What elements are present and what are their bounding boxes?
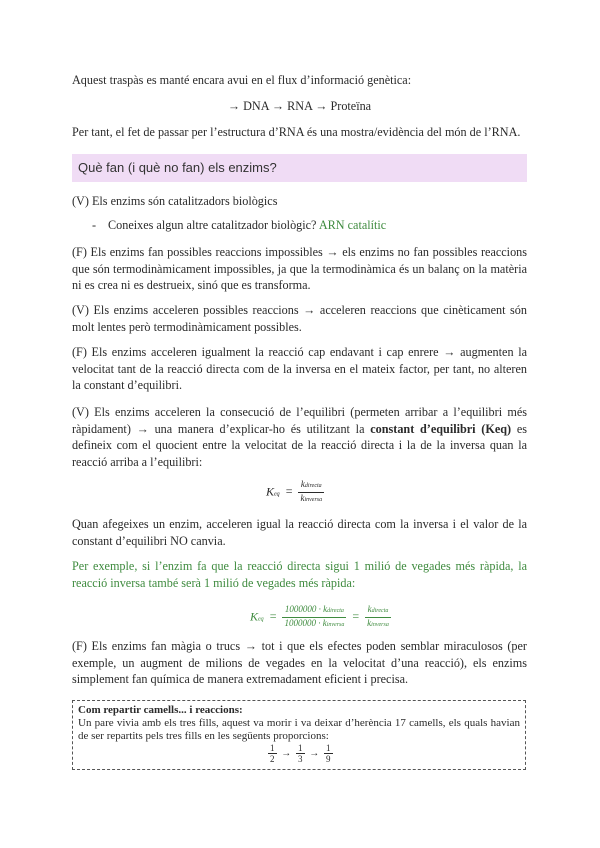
proportion-ninth: $\frac{1}{9}$ (326, 743, 331, 764)
paragraph-rna-world: Per tant, el fet de passar per l’estructura d’RNA és una mostra/evidència del món de l’RNA. (72, 125, 521, 139)
statement-v3-part2: es defineix com el quocient entre la velocitat de la reacció directa i la de la inversa quan la reacció arriba a l’equilibri: (72, 421, 528, 469)
arrow-icon: → (309, 748, 320, 759)
camels-box-title: Com repartir camells... i reaccions: (78, 704, 243, 716)
equation-example-fraction-1: $\frac{\text{1000000 · kdirecta}}{\text{1000000 · kinversa}}$ (284, 604, 345, 628)
paragraph-intro: Aquest traspàs es manté encara avui en el flux d’informació genètica: (72, 73, 412, 87)
bullet-dash: - (92, 218, 97, 232)
statement-f3: (F) Els enzims fan màgia o trucs → tot i que els efectes poden semblar miraculosos (per exemple, un augment de milions de vegades en la velocitat d’una reacció), els enzims simplement fan química de manera extremadament eficient i precisa. (72, 639, 527, 686)
arrow-icon: → (281, 748, 292, 759)
bullet-item (108, 218, 386, 233)
statement-f1: (F) Els enzims fan possibles reaccions impossibles → els enzims no fan possibles reaccions que són termodinàmicament impossibles, ja que la termodinàmica és un balanç on la matèria ni es crea ni es destrueix, sinó que es transforma. (72, 245, 527, 292)
paragraph-example: Per exemple, si l’enzim fa que la reacció directa sigui 1 milió de vegades més ràpida, la reacció inversa també serà 1 milió de vegades més ràpida: (72, 559, 527, 590)
equation-example: Keq = $\frac{\text{1000000 · kdirecta}}{\text{1000000 · kinversa}}$ = $\frac{\text{kdirecta}}{\text{kinversa}}$ (250, 604, 391, 631)
statement-v3 (72, 404, 527, 470)
equation-keq: Keq = $\frac{\text{kdirecta}}{\text{kinversa}}$ (266, 479, 324, 506)
proportion-third: $\frac{1}{3}$ (298, 743, 303, 764)
statement-v1: (V) Els enzims són catalitzadors biològics (72, 194, 278, 208)
equation-keq-fraction: $\frac{\text{kdirecta}}{\text{kinversa}}$ (300, 479, 323, 503)
statement-v3-part1: (V) Els enzims acceleren la consecució de l’equilibri (permeten arribar a l’equilibri més ràpidament) → una manera d’explicar-ho és utilitzant la (72, 405, 527, 436)
proportion-half: $\frac{1}{2}$ (270, 743, 275, 764)
equation-example-fraction-2: $\frac{\text{kdirecta}}{\text{kinversa}}$ (367, 604, 389, 628)
statement-v3-bold: constant d’equilibri (Keq) (370, 421, 512, 436)
camels-box-text: Un pare vivia amb els tres fills, aquest va morir i va deixar d’herència 17 camells, els quals havian de ser repartits pels tres fills en les següents proporcions: (78, 717, 520, 742)
flow-line: → DNA → RNA → Proteïna (227, 99, 372, 113)
statement-v2: (V) Els enzims acceleren possibles reaccions → acceleren reaccions que cinèticament són molt lentes però termodinàmicament possibles. (72, 303, 527, 334)
section-heading: Què fan (i què no fan) els enzims? (78, 160, 277, 175)
camels-proportions (268, 743, 333, 764)
paragraph-enzyme-added: Quan afegeixes un enzim, acceleren igual la reacció directa com la inversa i el valor de la constant d’equilibri NO canvia. (72, 517, 527, 548)
statement-f2: (F) Els enzims acceleren igualment la reacció cap endavant i cap enrere → augmenten la velocitat tant de la reacció directa com de la inversa en el mateix factor, per tant, no alteren la constant d’equilibri. (72, 345, 527, 392)
bullet-answer: ARN catalític (318, 218, 387, 232)
bullet-question: Coneixes algun altre catalitzador biològic? (108, 218, 317, 232)
